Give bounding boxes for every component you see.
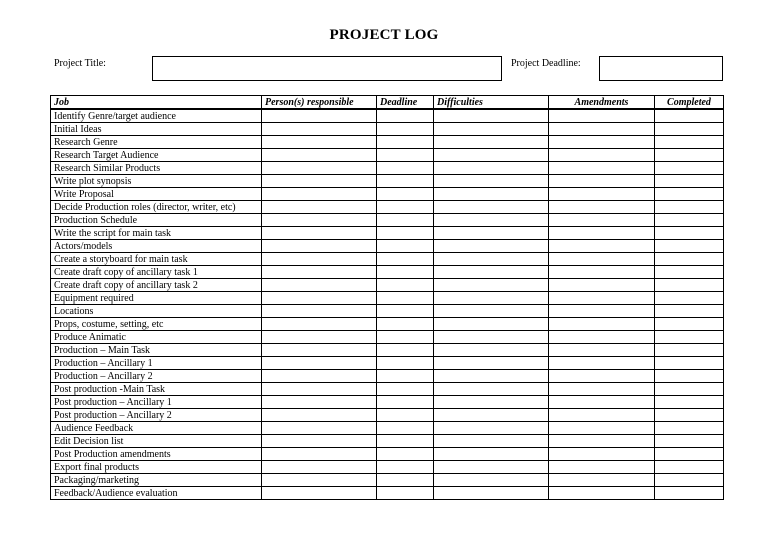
- amendments-cell[interactable]: [549, 474, 655, 487]
- column-header-amendments: Amendments: [549, 96, 655, 110]
- job-cell: Post production – Ancillary 1: [51, 396, 262, 409]
- amendments-cell[interactable]: [549, 240, 655, 253]
- job-cell: Actors/models: [51, 240, 262, 253]
- difficulties-cell[interactable]: [434, 227, 549, 240]
- deadline-cell[interactable]: [377, 188, 434, 201]
- amendments-cell[interactable]: [549, 136, 655, 149]
- difficulties-cell[interactable]: [434, 292, 549, 305]
- job-cell: Post production – Ancillary 2: [51, 409, 262, 422]
- table-row: [51, 266, 724, 279]
- table-row: [51, 461, 724, 474]
- completed-cell[interactable]: [655, 136, 724, 149]
- deadline-cell[interactable]: [377, 422, 434, 435]
- amendments-cell[interactable]: [549, 383, 655, 396]
- amendments-cell[interactable]: [549, 162, 655, 175]
- difficulties-cell[interactable]: [434, 448, 549, 461]
- amendments-cell[interactable]: [549, 109, 655, 123]
- job-cell: Create draft copy of ancillary task 1: [51, 266, 262, 279]
- completed-cell[interactable]: [655, 461, 724, 474]
- amendments-cell[interactable]: [549, 344, 655, 357]
- person-cell[interactable]: [262, 422, 377, 435]
- person-cell[interactable]: [262, 487, 377, 500]
- table-row: [51, 344, 724, 357]
- column-header-difficulties: Difficulties: [434, 96, 549, 110]
- amendments-cell[interactable]: [549, 188, 655, 201]
- completed-cell[interactable]: [655, 422, 724, 435]
- project-log-table: [50, 95, 724, 500]
- completed-cell[interactable]: [655, 383, 724, 396]
- table-row: [51, 136, 724, 149]
- completed-cell[interactable]: [655, 357, 724, 370]
- person-cell[interactable]: [262, 240, 377, 253]
- deadline-cell[interactable]: [377, 318, 434, 331]
- column-header-job: Job: [51, 96, 262, 110]
- difficulties-cell[interactable]: [434, 435, 549, 448]
- person-cell[interactable]: [262, 253, 377, 266]
- completed-cell[interactable]: [655, 175, 724, 188]
- project-deadline-field[interactable]: [599, 56, 723, 81]
- deadline-cell[interactable]: [377, 435, 434, 448]
- deadline-cell[interactable]: [377, 240, 434, 253]
- difficulties-cell[interactable]: [434, 162, 549, 175]
- person-cell[interactable]: [262, 214, 377, 227]
- difficulties-cell[interactable]: [434, 383, 549, 396]
- job-cell: Production Schedule: [51, 214, 262, 227]
- difficulties-cell[interactable]: [434, 109, 549, 123]
- amendments-cell[interactable]: [549, 279, 655, 292]
- person-cell[interactable]: [262, 266, 377, 279]
- person-cell[interactable]: [262, 201, 377, 214]
- deadline-cell[interactable]: [377, 474, 434, 487]
- job-cell: Produce Animatic: [51, 331, 262, 344]
- difficulties-cell[interactable]: [434, 344, 549, 357]
- column-header-deadline: Deadline: [377, 96, 434, 110]
- completed-cell[interactable]: [655, 370, 724, 383]
- amendments-cell[interactable]: [549, 253, 655, 266]
- difficulties-cell[interactable]: [434, 487, 549, 500]
- difficulties-cell[interactable]: [434, 253, 549, 266]
- difficulties-cell[interactable]: [434, 188, 549, 201]
- job-cell: Research Similar Products: [51, 162, 262, 175]
- table-row: [51, 409, 724, 422]
- job-cell: Write Proposal: [51, 188, 262, 201]
- completed-cell[interactable]: [655, 149, 724, 162]
- job-cell: Write plot synopsis: [51, 175, 262, 188]
- completed-cell[interactable]: [655, 201, 724, 214]
- difficulties-cell[interactable]: [434, 474, 549, 487]
- deadline-cell[interactable]: [377, 344, 434, 357]
- column-header-completed: Completed: [655, 96, 724, 110]
- amendments-cell[interactable]: [549, 487, 655, 500]
- table-row: [51, 240, 724, 253]
- person-cell[interactable]: [262, 448, 377, 461]
- deadline-cell[interactable]: [377, 109, 434, 123]
- person-cell[interactable]: [262, 175, 377, 188]
- job-cell: Equipment required: [51, 292, 262, 305]
- job-cell: Production – Main Task: [51, 344, 262, 357]
- difficulties-cell[interactable]: [434, 149, 549, 162]
- difficulties-cell[interactable]: [434, 331, 549, 344]
- amendments-cell[interactable]: [549, 227, 655, 240]
- table-row: [51, 396, 724, 409]
- deadline-cell[interactable]: [377, 383, 434, 396]
- difficulties-cell[interactable]: [434, 214, 549, 227]
- person-cell[interactable]: [262, 435, 377, 448]
- deadline-cell[interactable]: [377, 305, 434, 318]
- deadline-cell[interactable]: [377, 214, 434, 227]
- amendments-cell[interactable]: [549, 331, 655, 344]
- difficulties-cell[interactable]: [434, 357, 549, 370]
- table-row: [51, 253, 724, 266]
- person-cell[interactable]: [262, 383, 377, 396]
- person-cell[interactable]: [262, 162, 377, 175]
- person-cell[interactable]: [262, 474, 377, 487]
- completed-cell[interactable]: [655, 487, 724, 500]
- table-row: [51, 383, 724, 396]
- table-row: [51, 474, 724, 487]
- completed-cell[interactable]: [655, 266, 724, 279]
- amendments-cell[interactable]: [549, 396, 655, 409]
- completed-cell[interactable]: [655, 292, 724, 305]
- person-cell[interactable]: [262, 409, 377, 422]
- job-cell: Feedback/Audience evaluation: [51, 487, 262, 500]
- table-row: [51, 292, 724, 305]
- person-cell[interactable]: [262, 357, 377, 370]
- deadline-cell[interactable]: [377, 201, 434, 214]
- difficulties-cell[interactable]: [434, 370, 549, 383]
- amendments-cell[interactable]: [549, 370, 655, 383]
- deadline-cell[interactable]: [377, 253, 434, 266]
- job-cell: Research Genre: [51, 136, 262, 149]
- deadline-cell[interactable]: [377, 149, 434, 162]
- deadline-cell[interactable]: [377, 461, 434, 474]
- job-cell: Post production -Main Task: [51, 383, 262, 396]
- difficulties-cell[interactable]: [434, 396, 549, 409]
- difficulties-cell[interactable]: [434, 409, 549, 422]
- deadline-cell[interactable]: [377, 162, 434, 175]
- table-row: [51, 123, 724, 136]
- difficulties-cell[interactable]: [434, 123, 549, 136]
- table-row: [51, 227, 724, 240]
- difficulties-cell[interactable]: [434, 175, 549, 188]
- person-cell[interactable]: [262, 318, 377, 331]
- completed-cell[interactable]: [655, 396, 724, 409]
- person-cell[interactable]: [262, 331, 377, 344]
- table-row: [51, 149, 724, 162]
- completed-cell[interactable]: [655, 162, 724, 175]
- deadline-cell[interactable]: [377, 266, 434, 279]
- table-row: [51, 279, 724, 292]
- deadline-cell[interactable]: [377, 227, 434, 240]
- person-cell[interactable]: [262, 136, 377, 149]
- deadline-cell[interactable]: [377, 136, 434, 149]
- completed-cell[interactable]: [655, 305, 724, 318]
- project-title-field[interactable]: [152, 56, 502, 81]
- deadline-cell[interactable]: [377, 487, 434, 500]
- difficulties-cell[interactable]: [434, 201, 549, 214]
- job-cell: Initial Ideas: [51, 123, 262, 136]
- job-cell: Edit Decision list: [51, 435, 262, 448]
- deadline-cell[interactable]: [377, 292, 434, 305]
- deadline-cell[interactable]: [377, 370, 434, 383]
- person-cell[interactable]: [262, 292, 377, 305]
- table-row: [51, 305, 724, 318]
- table-row: [51, 175, 724, 188]
- job-cell: Locations: [51, 305, 262, 318]
- job-cell: Create a storyboard for main task: [51, 253, 262, 266]
- table-row: [51, 214, 724, 227]
- completed-cell[interactable]: [655, 214, 724, 227]
- completed-cell[interactable]: [655, 318, 724, 331]
- job-cell: Create draft copy of ancillary task 2: [51, 279, 262, 292]
- job-cell: Production – Ancillary 2: [51, 370, 262, 383]
- job-cell: Decide Production roles (director, writer, etc): [51, 201, 262, 214]
- table-row: [51, 357, 724, 370]
- completed-cell[interactable]: [655, 188, 724, 201]
- amendments-cell[interactable]: [549, 214, 655, 227]
- job-cell: Props, costume, setting, etc: [51, 318, 262, 331]
- job-cell: Audience Feedback: [51, 422, 262, 435]
- difficulties-cell[interactable]: [434, 422, 549, 435]
- completed-cell[interactable]: [655, 240, 724, 253]
- difficulties-cell[interactable]: [434, 461, 549, 474]
- person-cell[interactable]: [262, 344, 377, 357]
- table-row: [51, 318, 724, 331]
- completed-cell[interactable]: [655, 474, 724, 487]
- completed-cell[interactable]: [655, 344, 724, 357]
- amendments-cell[interactable]: [549, 357, 655, 370]
- amendments-cell[interactable]: [549, 305, 655, 318]
- table-row: [51, 331, 724, 344]
- person-cell[interactable]: [262, 305, 377, 318]
- amendments-cell[interactable]: [549, 201, 655, 214]
- table-row: [51, 487, 724, 500]
- difficulties-cell[interactable]: [434, 279, 549, 292]
- job-cell: Production – Ancillary 1: [51, 357, 262, 370]
- deadline-cell[interactable]: [377, 279, 434, 292]
- job-cell: Packaging/marketing: [51, 474, 262, 487]
- job-cell: Post Production amendments: [51, 448, 262, 461]
- amendments-cell[interactable]: [549, 149, 655, 162]
- column-header-persons-responsible: Person(s) responsible: [262, 96, 377, 110]
- table-row: [51, 448, 724, 461]
- deadline-cell[interactable]: [377, 123, 434, 136]
- person-cell[interactable]: [262, 370, 377, 383]
- job-cell: Export final products: [51, 461, 262, 474]
- table-row: [51, 422, 724, 435]
- page-title: PROJECT LOG: [329, 27, 439, 43]
- person-cell[interactable]: [262, 396, 377, 409]
- person-cell[interactable]: [262, 149, 377, 162]
- table-row: [51, 109, 724, 123]
- job-cell: Research Target Audience: [51, 149, 262, 162]
- completed-cell[interactable]: [655, 331, 724, 344]
- project-deadline-label: Project Deadline:: [511, 58, 581, 69]
- difficulties-cell[interactable]: [434, 318, 549, 331]
- table-row: [51, 201, 724, 214]
- person-cell[interactable]: [262, 279, 377, 292]
- table-row: [51, 188, 724, 201]
- deadline-cell[interactable]: [377, 331, 434, 344]
- amendments-cell[interactable]: [549, 266, 655, 279]
- amendments-cell[interactable]: [549, 123, 655, 136]
- person-cell[interactable]: [262, 227, 377, 240]
- completed-cell[interactable]: [655, 109, 724, 123]
- table-row: [51, 435, 724, 448]
- person-cell[interactable]: [262, 123, 377, 136]
- completed-cell[interactable]: [655, 123, 724, 136]
- table-header-row: [51, 96, 724, 110]
- person-cell[interactable]: [262, 188, 377, 201]
- difficulties-cell[interactable]: [434, 136, 549, 149]
- deadline-cell[interactable]: [377, 409, 434, 422]
- amendments-cell[interactable]: [549, 409, 655, 422]
- deadline-cell[interactable]: [377, 448, 434, 461]
- amendments-cell[interactable]: [549, 318, 655, 331]
- table-row: [51, 162, 724, 175]
- person-cell[interactable]: [262, 461, 377, 474]
- difficulties-cell[interactable]: [434, 266, 549, 279]
- completed-cell[interactable]: [655, 448, 724, 461]
- amendments-cell[interactable]: [549, 461, 655, 474]
- amendments-cell[interactable]: [549, 292, 655, 305]
- completed-cell[interactable]: [655, 279, 724, 292]
- deadline-cell[interactable]: [377, 357, 434, 370]
- job-cell: Write the script for main task: [51, 227, 262, 240]
- project-title-label: Project Title:: [54, 58, 106, 69]
- completed-cell[interactable]: [655, 227, 724, 240]
- job-cell: Identify Genre/target audience: [51, 109, 262, 123]
- difficulties-cell[interactable]: [434, 240, 549, 253]
- table-row: [51, 370, 724, 383]
- deadline-cell[interactable]: [377, 396, 434, 409]
- amendments-cell[interactable]: [549, 448, 655, 461]
- completed-cell[interactable]: [655, 435, 724, 448]
- amendments-cell[interactable]: [549, 175, 655, 188]
- amendments-cell[interactable]: [549, 422, 655, 435]
- completed-cell[interactable]: [655, 409, 724, 422]
- person-cell[interactable]: [262, 109, 377, 123]
- difficulties-cell[interactable]: [434, 305, 549, 318]
- deadline-cell[interactable]: [377, 175, 434, 188]
- completed-cell[interactable]: [655, 253, 724, 266]
- amendments-cell[interactable]: [549, 435, 655, 448]
